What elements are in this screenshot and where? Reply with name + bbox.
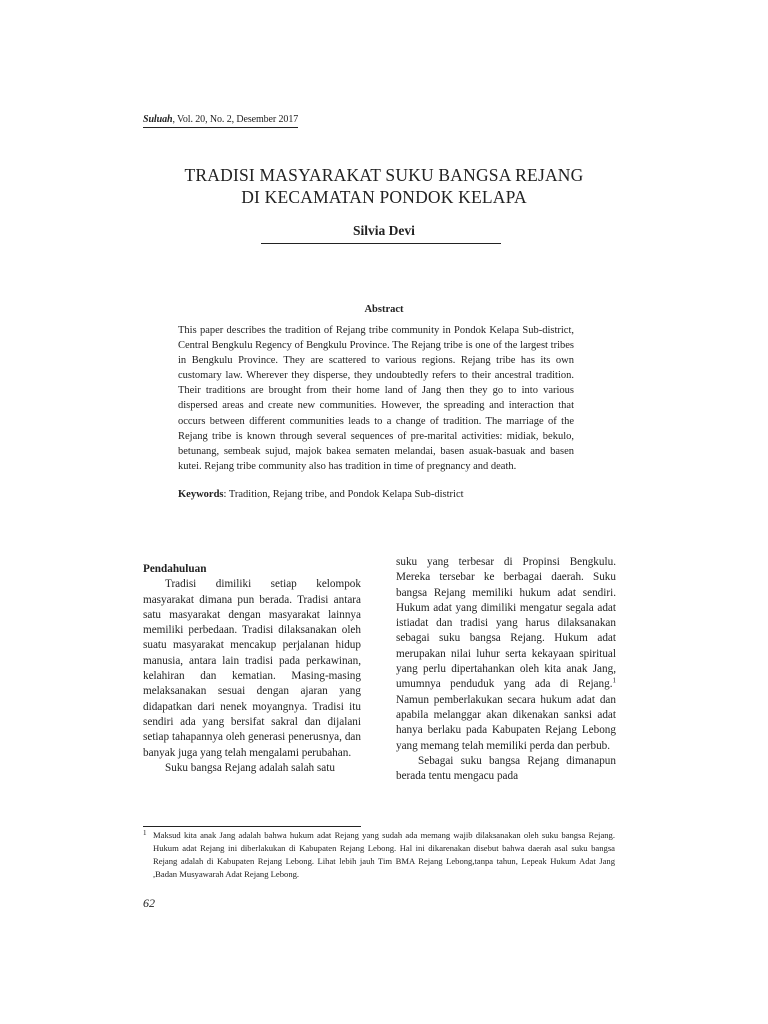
author-name: Silvia Devi — [353, 223, 415, 238]
paragraph-text: suku yang terbesar di Propinsi Bengkulu. Mereka tersebar ke berbagai daerah. Suku bangsa Rejang memiliki hukum adat sendiri. Hukum adat yang dimiliki mengatur segala adat istiadat dan tradisi yang harus dilaksanakan sebagai suku bangsa Rejang. Hukum adat merupakan nilai luhur serta kekayaan spiritual yang perlu dipertahankan oleh kita anak Jang, umumnya penduduk yang ada di Rejang. — [396, 556, 616, 691]
keywords-text: : Tradition, Rejang tribe, and Pondok Kelapa Sub-district — [223, 489, 464, 500]
abstract-body: This paper describes the tradition of Rejang tribe community in Pondok Kelapa Sub-district, Central Bengkulu Regency of Bengkulu Province. The Rejang tribe is one of the largest tribes in Bengkulu Province. They are scattered to various regions. Rejang tribe has its own customary law. Wherever they disperse, they undoubtedly refers to their ancestral tradition. Their traditions are brought from their home land of Jang then they go to into various dispersed areas and create new communities. However, the spreading and interaction that occurs between different communities leads to a change of tradition. The marriage of the Rejang tribe is known through several sequences of pre-marital activities: midiak, bekulo, betunang, sembeak sujud, majok bakea sematen melandai, basen asuak-basuak and basen kutei. Rejang tribe community also has tradition in time of pregnancy and death. — [178, 325, 574, 472]
journal-header — [143, 114, 298, 128]
body-paragraph: Tradisi dimiliki setiap kelompok masyarakat dimana pun berada. Tradisi antara satu masyarakat dengan masyarakat lainnya memiliki perbedaan. Tradisi dilaksanakan oleh suatu masyarakat mencakup perjalanan hidup manusia, antara lain tradisi pada perkawinan, kelahiran dan kematian. Masing-masing melaksanakan sesuai dengan ajaran yang didapatkan dari nenek moyangnya. Tradisi itu sendiri ada yang bersifat sakral dan dijalani setiap tahapannya oleh generasi penerusnya, dan banyak juga yang telah mengalami perubahan. — [143, 578, 361, 759]
footnote-divider — [143, 826, 361, 827]
paragraph-text: Namun pemberlakukan secara hukum adat dan apabila melanggar akan dikenakan sanksi adat hanya berlaku pada Kabupaten Rejang Lebong yang memang telah memiliki perda dan perbub. — [396, 693, 616, 752]
article-title — [100, 164, 668, 208]
abstract-heading: Abstract — [364, 304, 404, 315]
page-number: 62 — [143, 896, 155, 910]
body-paragraph: Suku bangsa Rejang adalah salah satu — [165, 761, 335, 774]
body-paragraph — [396, 555, 616, 754]
author-divider — [261, 243, 501, 244]
title-line-1: TRADISI MASYARAKAT SUKU BANGSA REJANG — [184, 165, 584, 185]
body-column-right — [396, 555, 616, 784]
body-paragraph: Sebagai suku bangsa Rejang dimanapun berada tentu mengacu pada — [396, 754, 616, 783]
journal-name: Suluah — [143, 114, 173, 125]
footnote-reference[interactable]: 1 — [612, 676, 616, 685]
section-heading: Pendahuluan — [143, 563, 207, 575]
body-column-left — [143, 562, 361, 776]
journal-issue: , Vol. 20, No. 2, Desember 2017 — [172, 114, 299, 125]
footnote — [143, 829, 615, 881]
title-line-2: DI KECAMATAN PONDOK KELAPA — [241, 187, 527, 207]
footnote-number: 1 — [143, 829, 147, 837]
keywords — [178, 489, 578, 500]
footnote-text: Maksud kita anak Jang adalah bahwa hukum adat Rejang yang sudah ada memang wajib dilaksanakan oleh suku bangsa Rejang. Hukum adat Rejang ini diberlakukan di Kabupaten Rejang Lebong. Hal ini dikarenakan disebut bahwa daerah asal suku bangsa Rejang adalah di Kabupaten Rejang Lebong. Lihat lebih jauh Tim BMA Rejang Lebong,tanpa tahun, Lepeak Hukum Adat Jang ,Badan Musyawarah Adat Rejang Lebong. — [153, 830, 615, 879]
keywords-label: Keywords — [178, 489, 224, 500]
